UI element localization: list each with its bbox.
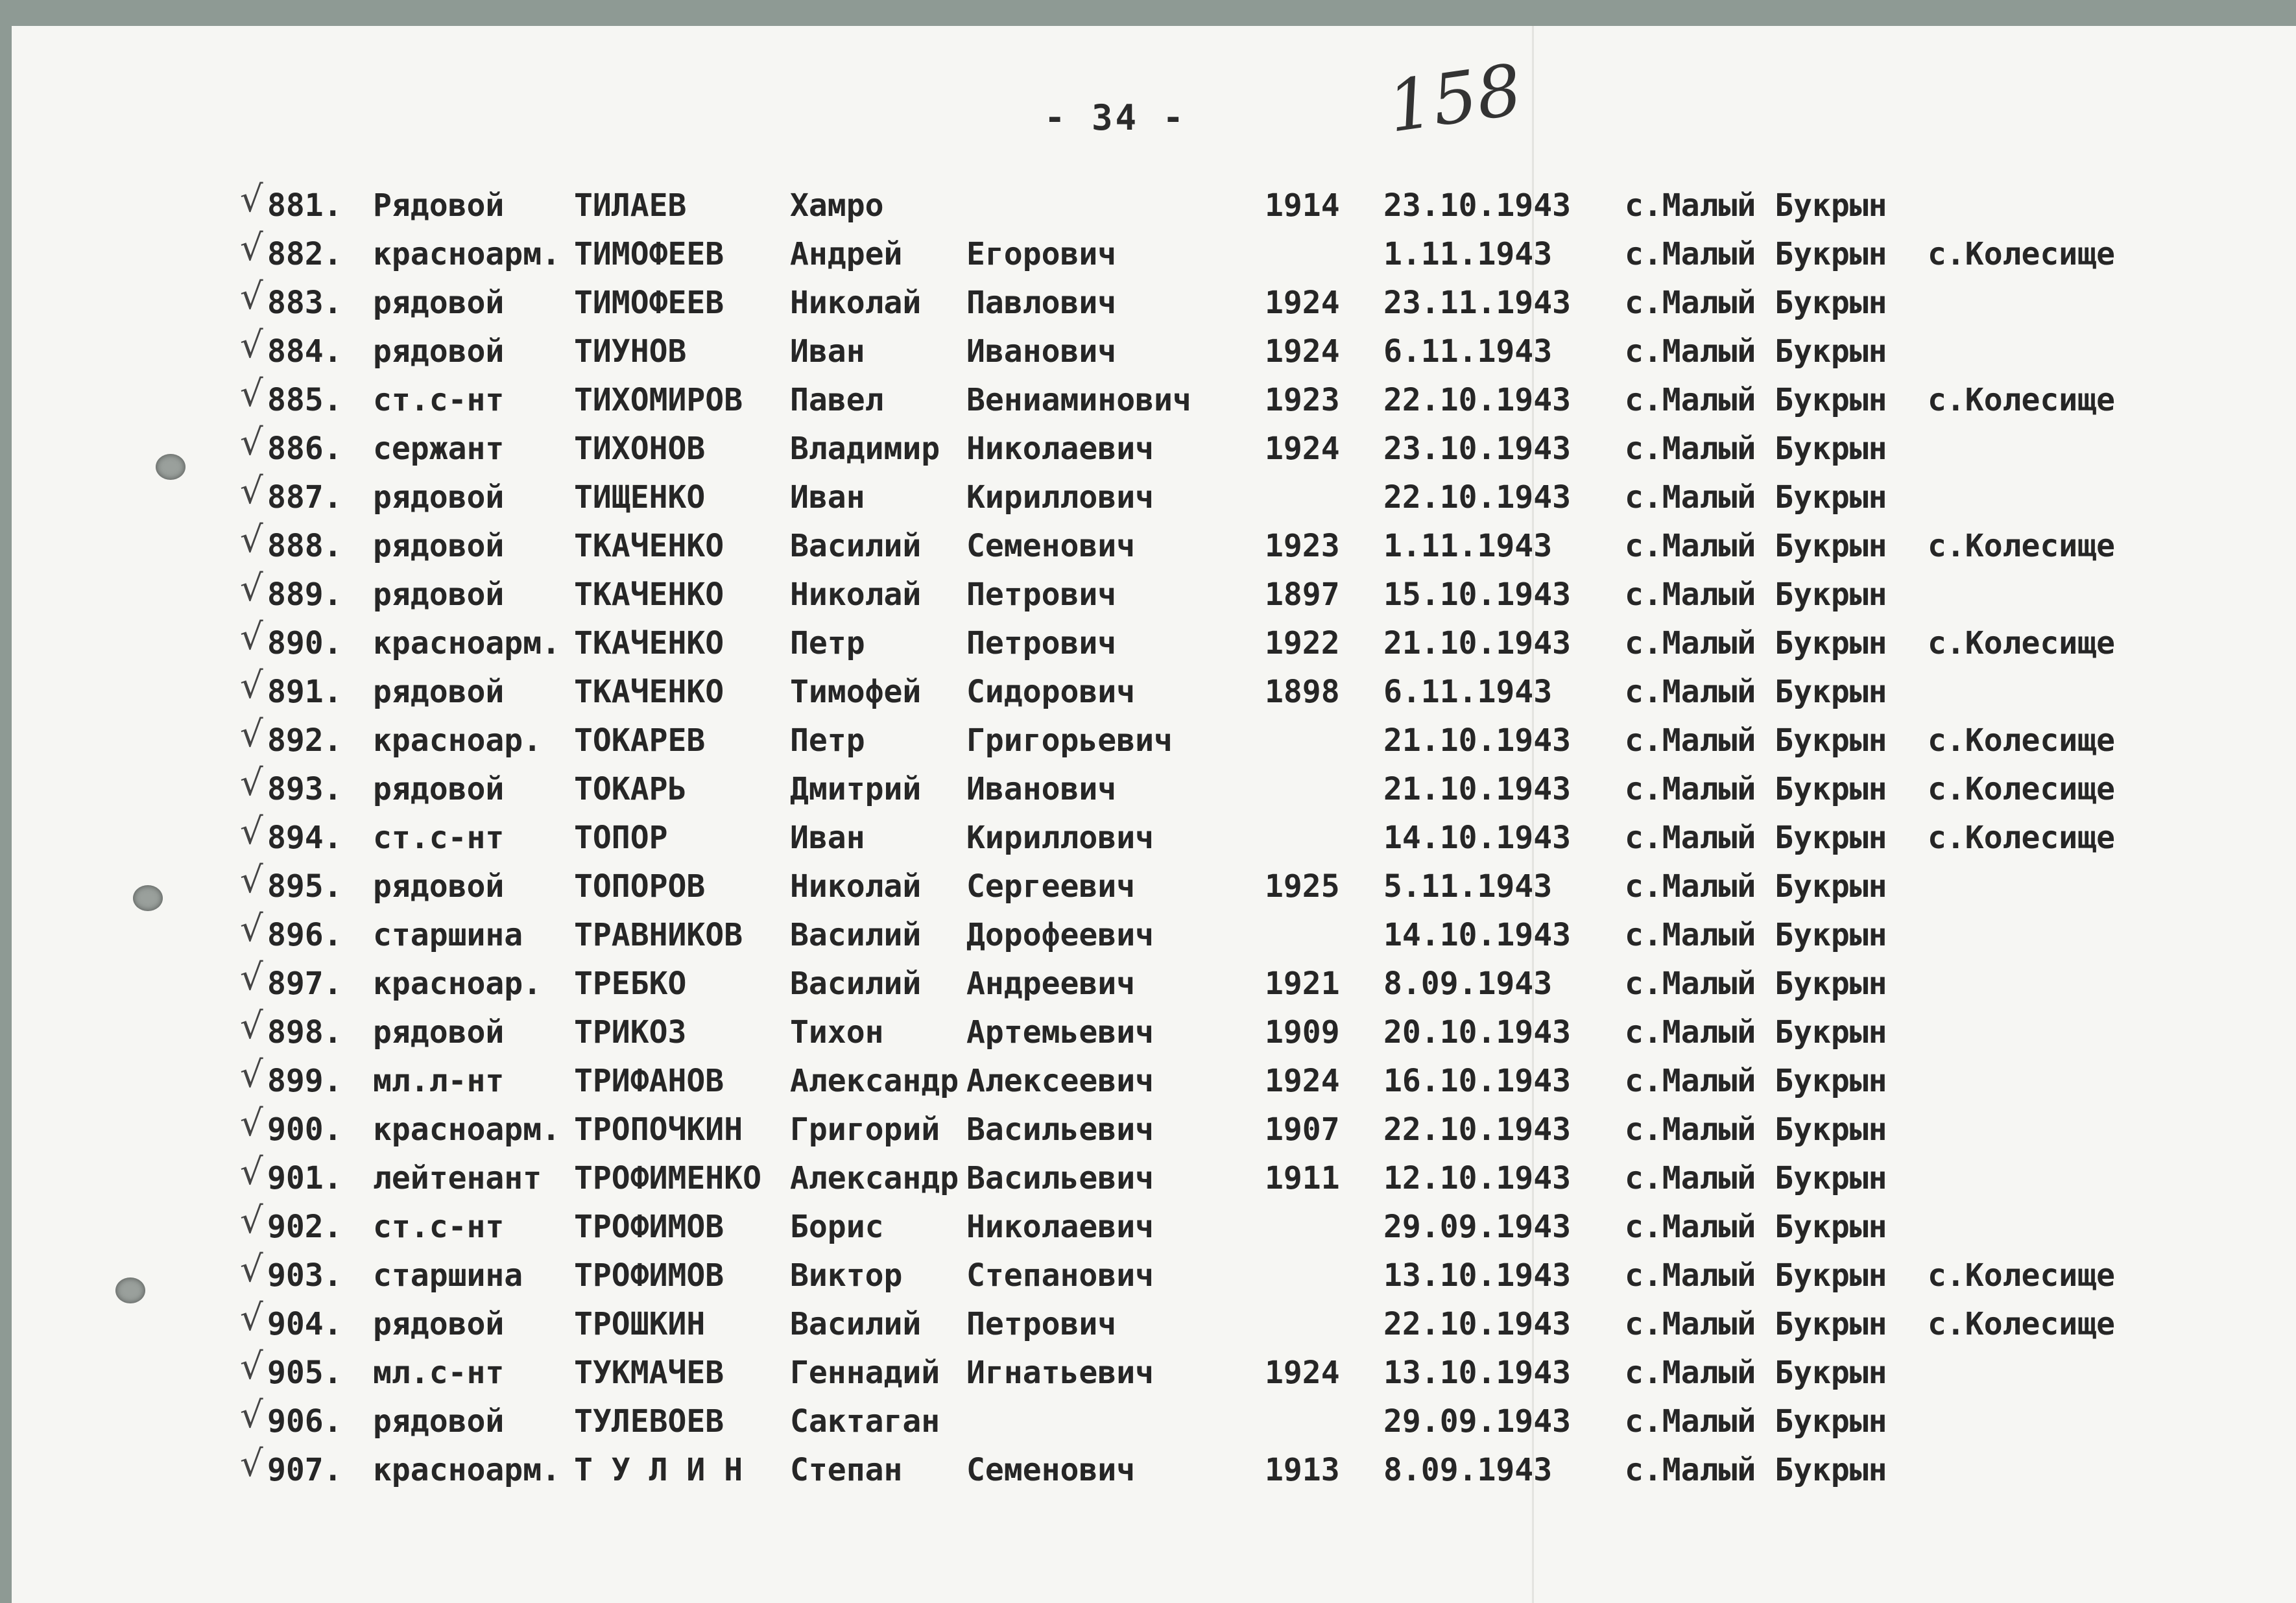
rank: красноарм. — [373, 1452, 560, 1488]
patronymic: Алексеевич — [966, 1063, 1154, 1099]
burial-place: с.Малый Букрын — [1625, 333, 1887, 370]
handwritten-archive-number: 158 — [1383, 49, 1527, 148]
surname: ТИМОФЕЕВ — [574, 285, 724, 321]
patronymic: Кириллович — [966, 479, 1154, 516]
birth-year: 1914 — [1265, 187, 1340, 224]
surname: ТРОПОЧКИН — [574, 1111, 743, 1148]
rank: старшина — [373, 917, 523, 953]
entry-number: 897. — [267, 966, 342, 1002]
first-name: Дмитрий — [790, 771, 922, 807]
table-row — [0, 1443, 2296, 1491]
burial-place-secondary: с.Колесище — [1928, 722, 2115, 759]
table-row — [0, 1005, 2296, 1054]
table-row — [0, 859, 2296, 908]
entry-number: 894. — [267, 820, 342, 856]
surname: ТОПОРОВ — [574, 868, 706, 905]
entry-number: 882. — [267, 236, 342, 272]
patronymic: Павлович — [966, 285, 1117, 321]
surname: ТКАЧЕНКО — [574, 576, 724, 613]
surname: ТРОФИМОВ — [574, 1257, 724, 1294]
entry-number: 902. — [267, 1209, 342, 1245]
entry-number: 886. — [267, 431, 342, 467]
rank: старшина — [373, 1257, 523, 1294]
entry-number: 883. — [267, 285, 342, 321]
check-mark: √ — [240, 1443, 263, 1485]
first-name: Геннадий — [790, 1355, 940, 1391]
entry-number: 903. — [267, 1257, 342, 1294]
death-date: 1.11.1943 — [1383, 236, 1553, 272]
check-mark: √ — [240, 1151, 263, 1193]
first-name: Николай — [790, 576, 922, 613]
patronymic: Семенович — [966, 1452, 1136, 1488]
death-date: 29.09.1943 — [1383, 1403, 1571, 1440]
birth-year: 1923 — [1265, 528, 1340, 564]
patronymic: Николаевич — [966, 431, 1154, 467]
burial-place: с.Малый Букрын — [1625, 479, 1887, 516]
burial-place: с.Малый Букрын — [1625, 431, 1887, 467]
check-mark: √ — [240, 762, 263, 804]
burial-place: с.Малый Букрын — [1625, 868, 1887, 905]
rank: лейтенант — [373, 1160, 542, 1196]
first-name: Василий — [790, 1306, 922, 1342]
check-mark: √ — [240, 1346, 263, 1388]
table-row — [0, 276, 2296, 324]
entry-number: 898. — [267, 1014, 342, 1051]
death-date: 22.10.1943 — [1383, 1111, 1571, 1148]
entry-number: 892. — [267, 722, 342, 759]
table-row — [0, 1248, 2296, 1297]
surname: ТРИФАНОВ — [574, 1063, 724, 1099]
burial-place: с.Малый Букрын — [1625, 1355, 1887, 1391]
rank: мл.с-нт — [373, 1355, 505, 1391]
rank: рядовой — [373, 576, 505, 613]
surname: ТИХОМИРОВ — [574, 382, 743, 418]
death-date: 21.10.1943 — [1383, 722, 1571, 759]
burial-place: с.Малый Букрын — [1625, 1306, 1887, 1342]
rank: рядовой — [373, 528, 505, 564]
birth-year: 1924 — [1265, 431, 1340, 467]
surname: Т У Л И Н — [574, 1452, 743, 1488]
check-mark: √ — [240, 276, 263, 318]
table-row — [0, 470, 2296, 519]
entry-number: 888. — [267, 528, 342, 564]
birth-year: 1907 — [1265, 1111, 1340, 1148]
burial-place: с.Малый Букрын — [1625, 285, 1887, 321]
check-mark: √ — [240, 1054, 263, 1096]
rank: красноар. — [373, 722, 542, 759]
death-date: 16.10.1943 — [1383, 1063, 1571, 1099]
birth-year: 1922 — [1265, 625, 1340, 661]
surname: ТКАЧЕНКО — [574, 528, 724, 564]
first-name: Тимофей — [790, 674, 922, 710]
burial-place: с.Малый Букрын — [1625, 771, 1887, 807]
entry-number: 887. — [267, 479, 342, 516]
surname: ТКАЧЕНКО — [574, 625, 724, 661]
check-mark: √ — [240, 373, 263, 415]
table-row — [0, 908, 2296, 956]
table-row — [0, 1054, 2296, 1102]
table-row — [0, 324, 2296, 373]
burial-place-secondary: с.Колесище — [1928, 236, 2115, 272]
surname: ТИХОНОВ — [574, 431, 706, 467]
entry-number: 881. — [267, 187, 342, 224]
entry-number: 905. — [267, 1355, 342, 1391]
check-mark: √ — [240, 811, 263, 853]
death-date: 21.10.1943 — [1383, 625, 1571, 661]
rank: ст.с-нт — [373, 820, 505, 856]
first-name: Хамро — [790, 187, 884, 224]
entry-number: 895. — [267, 868, 342, 905]
burial-place: с.Малый Букрын — [1625, 1403, 1887, 1440]
patronymic: Васильевич — [966, 1111, 1154, 1148]
patronymic: Егорович — [966, 236, 1117, 272]
death-date: 5.11.1943 — [1383, 868, 1553, 905]
patronymic: Иванович — [966, 771, 1117, 807]
rank: сержант — [373, 431, 505, 467]
rank: Рядовой — [373, 187, 505, 224]
burial-place: с.Малый Букрын — [1625, 236, 1887, 272]
death-date: 29.09.1943 — [1383, 1209, 1571, 1245]
check-mark: √ — [240, 1297, 263, 1339]
table-row — [0, 519, 2296, 567]
check-mark: √ — [240, 713, 263, 755]
table-row — [0, 713, 2296, 762]
surname: ТИЛАЕВ — [574, 187, 687, 224]
entry-number: 890. — [267, 625, 342, 661]
table-row — [0, 665, 2296, 713]
burial-place: с.Малый Букрын — [1625, 1063, 1887, 1099]
rank: рядовой — [373, 285, 505, 321]
burial-place-secondary: с.Колесище — [1928, 625, 2115, 661]
birth-year: 1911 — [1265, 1160, 1340, 1196]
surname: ТУЛЕВОЕВ — [574, 1403, 724, 1440]
first-name: Иван — [790, 479, 865, 516]
birth-year: 1924 — [1265, 285, 1340, 321]
first-name: Александр — [790, 1063, 959, 1099]
surname: ТРЕБКО — [574, 966, 687, 1002]
entry-number: 906. — [267, 1403, 342, 1440]
rank: красноарм. — [373, 625, 560, 661]
table-row — [0, 1297, 2296, 1346]
check-mark: √ — [240, 859, 263, 901]
entry-number: 901. — [267, 1160, 342, 1196]
surname: ТИЩЕНКО — [574, 479, 706, 516]
surname: ТОПОР — [574, 820, 668, 856]
table-row — [0, 1394, 2296, 1443]
death-date: 15.10.1943 — [1383, 576, 1571, 613]
check-mark: √ — [240, 616, 263, 658]
patronymic: Андреевич — [966, 966, 1136, 1002]
rank: рядовой — [373, 1014, 505, 1051]
table-row — [0, 1346, 2296, 1394]
check-mark: √ — [240, 1248, 263, 1290]
first-name: Василий — [790, 917, 922, 953]
check-mark: √ — [240, 422, 263, 464]
first-name: Виктор — [790, 1257, 903, 1294]
surname: ТУКМАЧЕВ — [574, 1355, 724, 1391]
check-mark: √ — [240, 908, 263, 950]
burial-place-secondary: с.Колесище — [1928, 820, 2115, 856]
birth-year: 1924 — [1265, 1355, 1340, 1391]
table-row — [0, 811, 2296, 859]
birth-year: 1909 — [1265, 1014, 1340, 1051]
first-name: Григорий — [790, 1111, 940, 1148]
rank: рядовой — [373, 868, 505, 905]
check-mark: √ — [240, 1394, 263, 1436]
patronymic: Артемьевич — [966, 1014, 1154, 1051]
burial-place: с.Малый Букрын — [1625, 674, 1887, 710]
death-date: 22.10.1943 — [1383, 479, 1571, 516]
first-name: Павел — [790, 382, 884, 418]
patronymic: Семенович — [966, 528, 1136, 564]
first-name: Владимир — [790, 431, 940, 467]
patronymic: Васильевич — [966, 1160, 1154, 1196]
birth-year: 1921 — [1265, 966, 1340, 1002]
birth-year: 1924 — [1265, 333, 1340, 370]
table-row — [0, 567, 2296, 616]
death-date: 23.10.1943 — [1383, 187, 1571, 224]
patronymic: Петрович — [966, 1306, 1117, 1342]
death-date: 13.10.1943 — [1383, 1355, 1571, 1391]
death-date: 12.10.1943 — [1383, 1160, 1571, 1196]
burial-place: с.Малый Букрын — [1625, 917, 1887, 953]
burial-place: с.Малый Букрын — [1625, 576, 1887, 613]
entry-number: 893. — [267, 771, 342, 807]
death-date: 20.10.1943 — [1383, 1014, 1571, 1051]
surname: ТРОФИМОВ — [574, 1209, 724, 1245]
entry-number: 900. — [267, 1111, 342, 1148]
surname: ТРОФИМЕНКО — [574, 1160, 761, 1196]
rank: рядовой — [373, 674, 505, 710]
first-name: Александр — [790, 1160, 959, 1196]
entry-number: 885. — [267, 382, 342, 418]
death-date: 21.10.1943 — [1383, 771, 1571, 807]
check-mark: √ — [240, 178, 263, 220]
burial-place: с.Малый Букрын — [1625, 382, 1887, 418]
first-name: Иван — [790, 820, 865, 856]
first-name: Петр — [790, 625, 865, 661]
death-date: 13.10.1943 — [1383, 1257, 1571, 1294]
table-row — [0, 956, 2296, 1005]
patronymic: Григорьевич — [966, 722, 1173, 759]
burial-place: с.Малый Букрын — [1625, 722, 1887, 759]
first-name: Андрей — [790, 236, 903, 272]
check-mark: √ — [240, 567, 263, 610]
birth-year: 1897 — [1265, 576, 1340, 613]
birth-year: 1898 — [1265, 674, 1340, 710]
table-row — [0, 227, 2296, 276]
burial-place: с.Малый Букрын — [1625, 820, 1887, 856]
rank: рядовой — [373, 1306, 505, 1342]
table-row — [0, 1200, 2296, 1248]
death-date: 6.11.1943 — [1383, 674, 1553, 710]
death-date: 23.11.1943 — [1383, 285, 1571, 321]
patronymic: Сергеевич — [966, 868, 1136, 905]
table-row — [0, 762, 2296, 811]
table-row — [0, 616, 2296, 665]
burial-place: с.Малый Букрын — [1625, 966, 1887, 1002]
patronymic: Степанович — [966, 1257, 1154, 1294]
casualty-list — [0, 178, 2296, 1491]
surname: ТКАЧЕНКО — [574, 674, 724, 710]
patronymic: Николаевич — [966, 1209, 1154, 1245]
birth-year: 1924 — [1265, 1063, 1340, 1099]
surname: ТРАВНИКОВ — [574, 917, 743, 953]
burial-place: с.Малый Букрын — [1625, 528, 1887, 564]
patronymic: Иванович — [966, 333, 1117, 370]
burial-place-secondary: с.Колесище — [1928, 1306, 2115, 1342]
rank: ст.с-нт — [373, 1209, 505, 1245]
first-name: Сактаган — [790, 1403, 940, 1440]
first-name: Иван — [790, 333, 865, 370]
entry-number: 884. — [267, 333, 342, 370]
table-row — [0, 1102, 2296, 1151]
page-header: - 34 - — [1044, 97, 1187, 138]
surname: ТРИКОЗ — [574, 1014, 687, 1051]
rank: рядовой — [373, 771, 505, 807]
check-mark: √ — [240, 227, 263, 269]
burial-place: с.Малый Букрын — [1625, 1160, 1887, 1196]
check-mark: √ — [240, 324, 263, 366]
burial-place: с.Малый Букрын — [1625, 1014, 1887, 1051]
death-date: 14.10.1943 — [1383, 820, 1571, 856]
burial-place-secondary: с.Колесище — [1928, 382, 2115, 418]
entry-number: 899. — [267, 1063, 342, 1099]
entry-number: 891. — [267, 674, 342, 710]
birth-year: 1925 — [1265, 868, 1340, 905]
burial-place-secondary: с.Колесище — [1928, 771, 2115, 807]
death-date: 23.10.1943 — [1383, 431, 1571, 467]
first-name: Тихон — [790, 1014, 884, 1051]
check-mark: √ — [240, 1102, 263, 1145]
patronymic: Дорофеевич — [966, 917, 1154, 953]
table-row — [0, 178, 2296, 227]
first-name: Василий — [790, 966, 922, 1002]
burial-place-secondary: с.Колесище — [1928, 528, 2115, 564]
rank: ст.с-нт — [373, 382, 505, 418]
rank: красноарм. — [373, 1111, 560, 1148]
first-name: Василий — [790, 528, 922, 564]
birth-year: 1923 — [1265, 382, 1340, 418]
patronymic: Петрович — [966, 576, 1117, 613]
burial-place: с.Малый Букрын — [1625, 1452, 1887, 1488]
rank: рядовой — [373, 333, 505, 370]
entry-number: 889. — [267, 576, 342, 613]
surname: ТОКАРЕВ — [574, 722, 706, 759]
check-mark: √ — [240, 1200, 263, 1242]
death-date: 8.09.1943 — [1383, 1452, 1553, 1488]
surname: ТРОШКИН — [574, 1306, 706, 1342]
surname: ТИУНОВ — [574, 333, 687, 370]
birth-year: 1913 — [1265, 1452, 1340, 1488]
death-date: 22.10.1943 — [1383, 1306, 1571, 1342]
rank: мл.л-нт — [373, 1063, 505, 1099]
rank: красноарм. — [373, 236, 560, 272]
rank: красноар. — [373, 966, 542, 1002]
surname: ТОКАРЬ — [574, 771, 687, 807]
entry-number: 904. — [267, 1306, 342, 1342]
burial-place: с.Малый Букрын — [1625, 1257, 1887, 1294]
death-date: 6.11.1943 — [1383, 333, 1553, 370]
death-date: 1.11.1943 — [1383, 528, 1553, 564]
check-mark: √ — [240, 665, 263, 707]
entry-number: 896. — [267, 917, 342, 953]
surname: ТИМОФЕЕВ — [574, 236, 724, 272]
first-name: Борис — [790, 1209, 884, 1245]
rank: рядовой — [373, 479, 505, 516]
entry-number: 907. — [267, 1452, 342, 1488]
burial-place: с.Малый Букрын — [1625, 1209, 1887, 1245]
burial-place: с.Малый Букрын — [1625, 187, 1887, 224]
check-mark: √ — [240, 519, 263, 561]
check-mark: √ — [240, 1005, 263, 1047]
patronymic: Вениаминович — [966, 382, 1191, 418]
burial-place: с.Малый Букрын — [1625, 1111, 1887, 1148]
patronymic: Петрович — [966, 625, 1117, 661]
table-row — [0, 373, 2296, 422]
death-date: 22.10.1943 — [1383, 382, 1571, 418]
table-row — [0, 422, 2296, 470]
patronymic: Кириллович — [966, 820, 1154, 856]
first-name: Степан — [790, 1452, 903, 1488]
first-name: Николай — [790, 285, 922, 321]
rank: рядовой — [373, 1403, 505, 1440]
table-row — [0, 1151, 2296, 1200]
burial-place: с.Малый Букрын — [1625, 625, 1887, 661]
first-name: Петр — [790, 722, 865, 759]
check-mark: √ — [240, 956, 263, 999]
patronymic: Игнатьевич — [966, 1355, 1154, 1391]
patronymic: Сидорович — [966, 674, 1136, 710]
death-date: 14.10.1943 — [1383, 917, 1571, 953]
death-date: 8.09.1943 — [1383, 966, 1553, 1002]
first-name: Николай — [790, 868, 922, 905]
burial-place-secondary: с.Колесище — [1928, 1257, 2115, 1294]
check-mark: √ — [240, 470, 263, 512]
